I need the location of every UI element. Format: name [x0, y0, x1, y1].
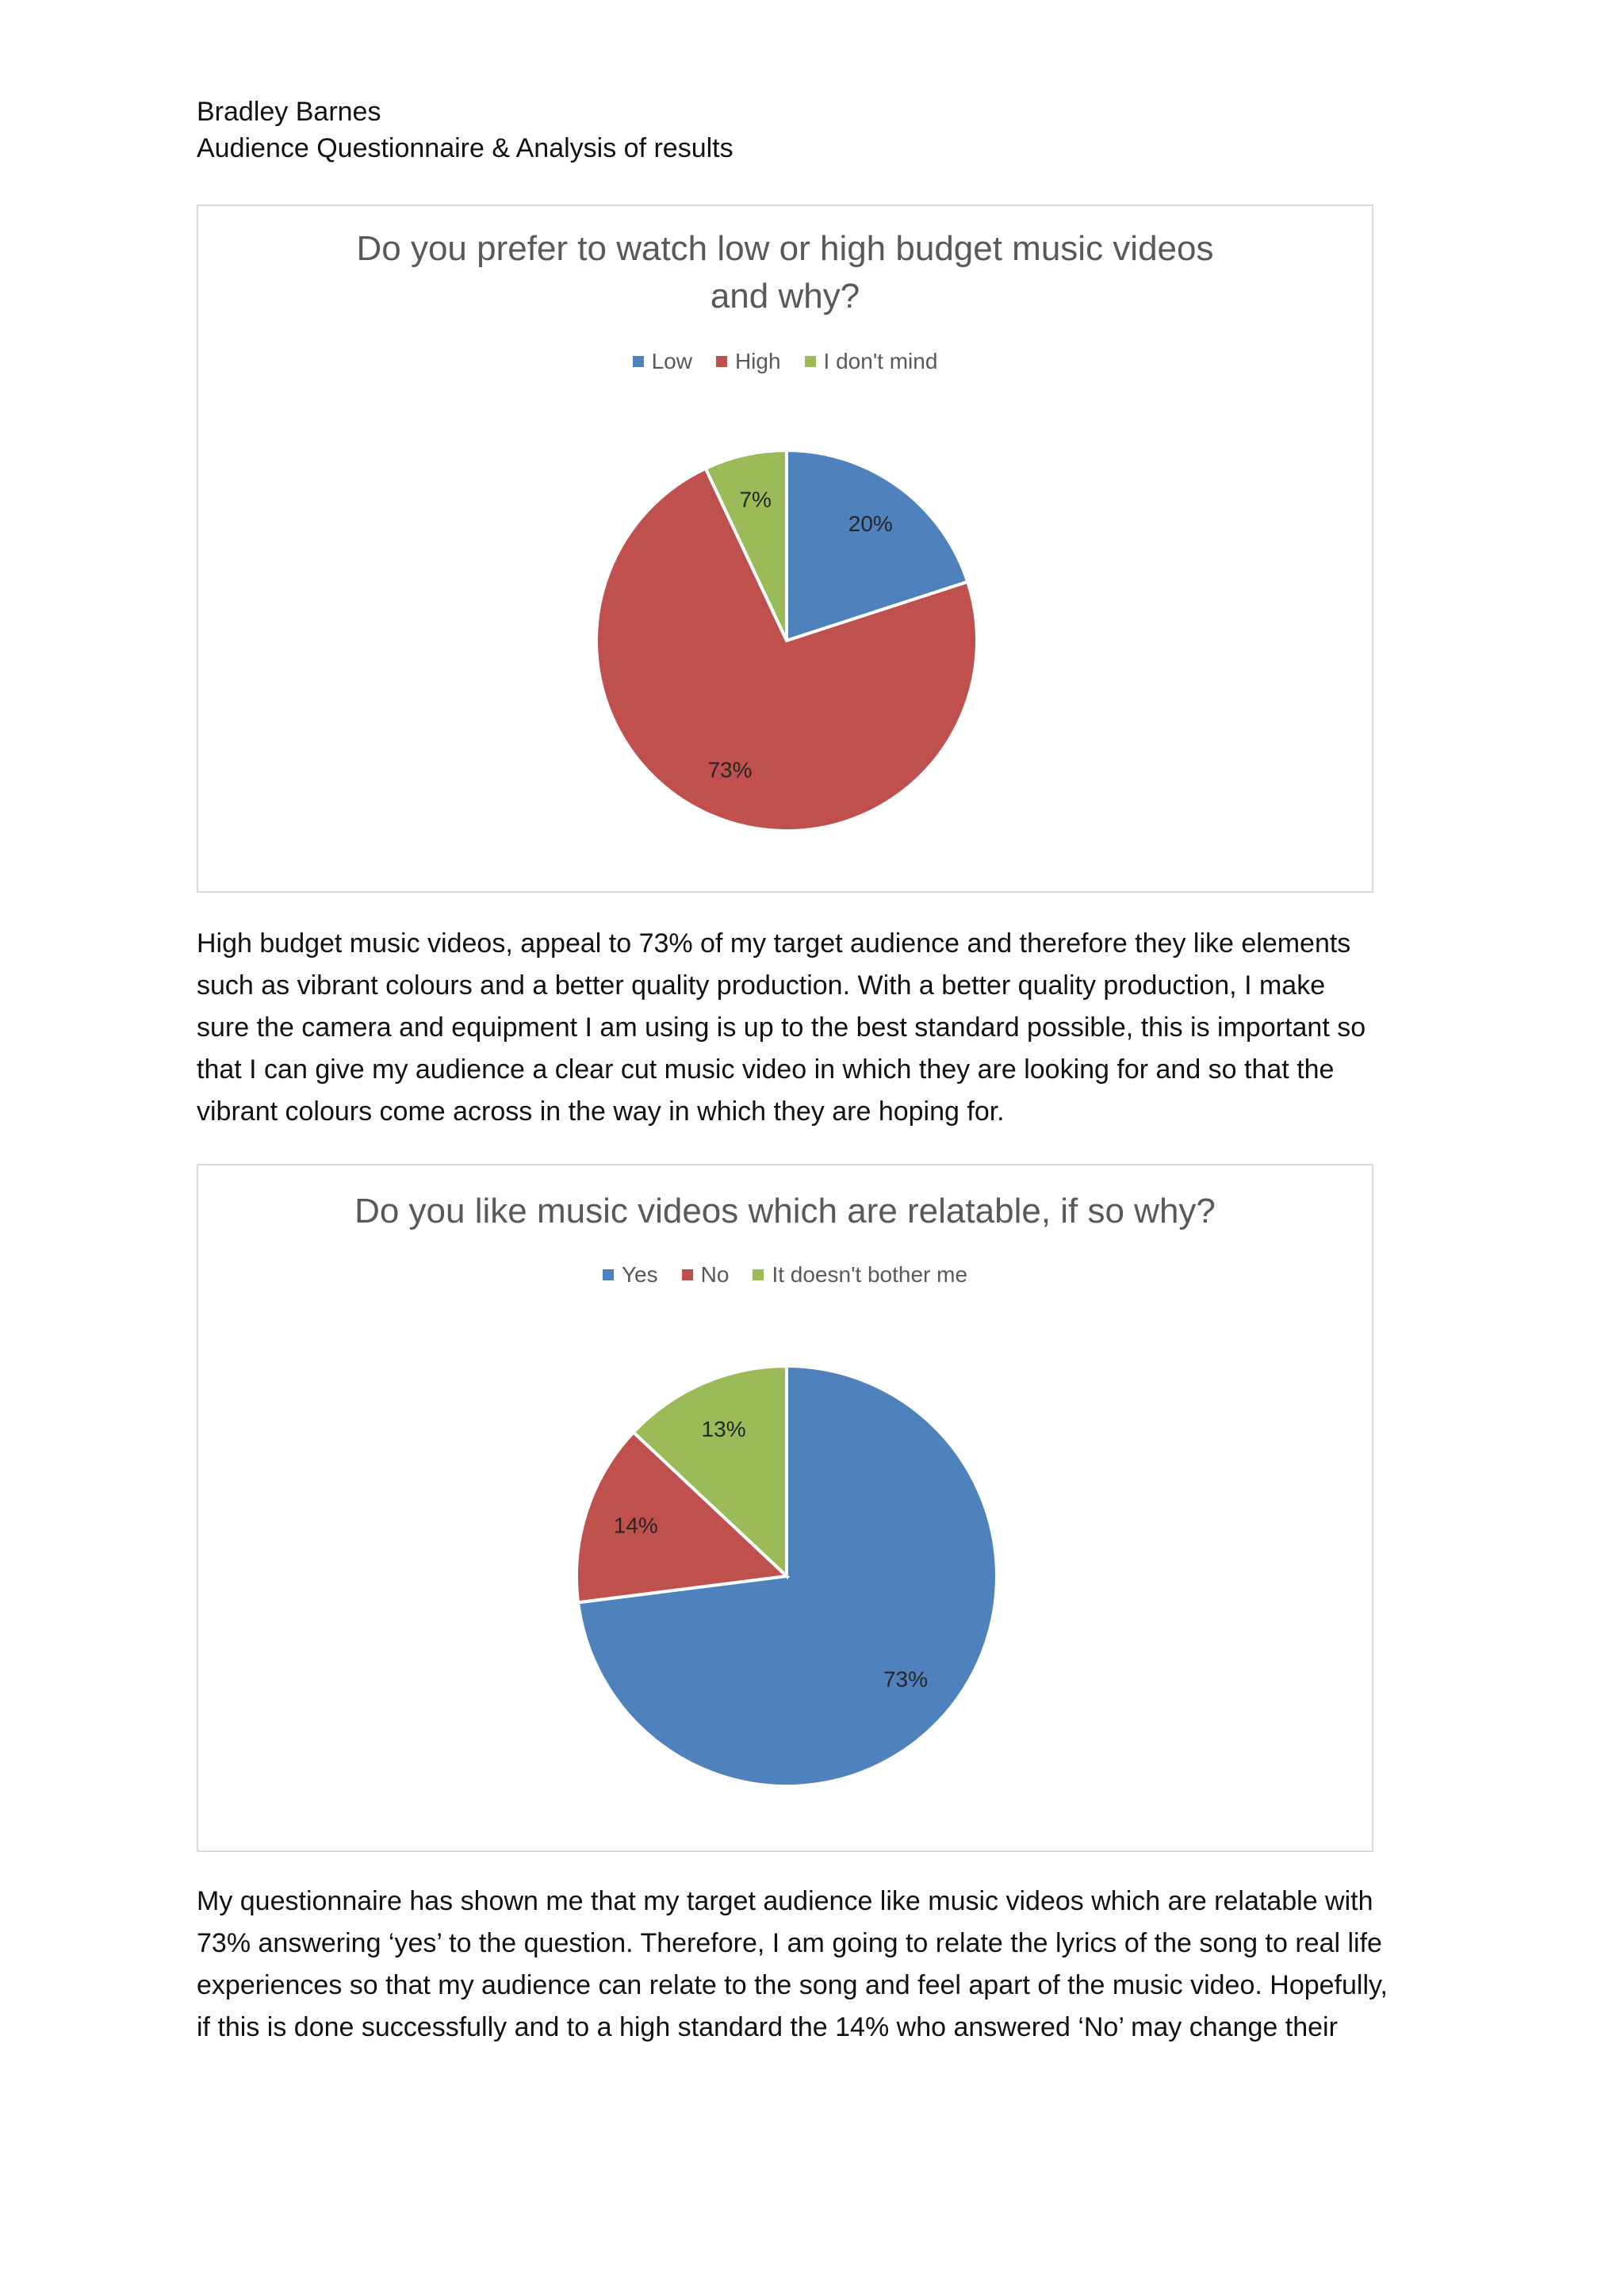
legend-label: Yes: [621, 1262, 658, 1287]
legend-label: Low: [651, 349, 692, 373]
data-label: 20%: [848, 511, 893, 536]
legend-label: It doesn't bother me: [772, 1262, 968, 1287]
author-name: Bradley Barnes: [197, 97, 381, 127]
paragraph-line: that I can give my audience a clear cut music video in which they are looking for and so that the: [197, 1054, 1335, 1085]
page-header: [197, 94, 733, 166]
paragraph-line: 73% answering ‘yes’ to the question. Therefore, I am going to relate the lyrics of the song to real life: [197, 1928, 1382, 1958]
chart-title-line: Do you prefer to watch low or high budget music videos: [356, 229, 1214, 268]
paragraph-line: My questionnaire has shown me that my target audience like music videos which are relatable with: [197, 1886, 1373, 1916]
data-label: 13%: [701, 1416, 746, 1441]
pie-chart: [198, 1165, 1372, 1850]
analysis-paragraph: [197, 923, 1434, 1133]
pie-chart: [198, 206, 1372, 891]
document-subtitle: Audience Questionnaire & Analysis of results: [197, 133, 733, 163]
paragraph-line: such as vibrant colours and a better quality production. With a better quality production, I make: [197, 970, 1326, 1001]
chart-title-line: and why?: [710, 277, 860, 316]
legend-label: No: [700, 1262, 730, 1287]
paragraph-line: High budget music videos, appeal to 73% of my target audience and therefore they like elements: [197, 928, 1351, 959]
legend-label: High: [734, 349, 781, 373]
paragraph-line: sure the camera and equipment I am using is up to the best standard possible, this is important so: [197, 1012, 1366, 1043]
paragraph-line: experiences so that my audience can relate to the song and feel apart of the music video. Hopefully,: [197, 1970, 1388, 2000]
budget-preference-chart: [197, 205, 1373, 893]
chart-title-line: Do you like music videos which are relatable, if so why?: [354, 1192, 1216, 1230]
analysis-paragraph: [197, 1881, 1434, 2049]
data-label: 73%: [883, 1667, 929, 1692]
legend-label: I don't mind: [823, 349, 938, 373]
relatable-videos-chart: [197, 1164, 1373, 1852]
paragraph-line: vibrant colours come across in the way in which they are hoping for.: [197, 1096, 1005, 1127]
paragraph-line: if this is done successfully and to a high standard the 14% who answered ‘No’ may change their: [197, 2012, 1338, 2042]
data-label: 73%: [707, 757, 753, 783]
data-label: 14%: [613, 1513, 658, 1538]
data-label: 7%: [739, 487, 772, 512]
